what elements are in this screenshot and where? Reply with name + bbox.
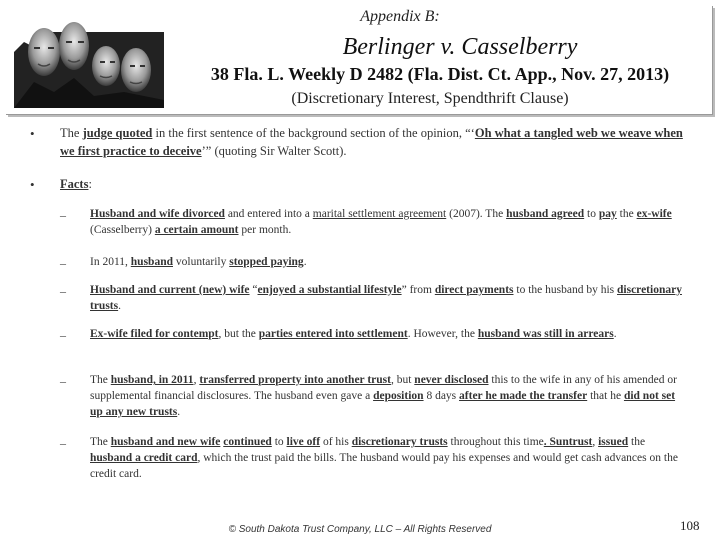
text-run: Oh what a tangled web we weave when we first practice to deceive <box>60 126 683 158</box>
text-run: : <box>88 177 92 191</box>
mount-rushmore-icon <box>14 12 164 108</box>
text-run: , which the trust paid the bills. The husband would pay his expenses and would get cash advances on the credit card. <box>90 452 678 480</box>
text-run: . However, the <box>407 328 478 340</box>
text-run: (Casselberry) <box>90 224 155 236</box>
text-run: (2007). The <box>446 208 507 220</box>
text-run: discretionary trusts <box>90 284 682 312</box>
text-run: throughout this time <box>447 436 544 448</box>
case-title: Berlinger v. Casselberry <box>342 34 578 60</box>
dash-marker: – <box>60 256 66 270</box>
dash-marker: – <box>60 208 66 222</box>
text-run: ” from <box>401 284 435 296</box>
text-run: transferred property into another trust <box>199 374 391 386</box>
text-run: husband <box>130 256 173 268</box>
case-subtitle: (Discretionary Interest, Spendthrift Clause) <box>291 90 569 107</box>
text-run: ex-wife <box>636 208 672 220</box>
text-run: marital settlement agreement <box>312 208 447 220</box>
text-run: The <box>90 374 111 386</box>
text-run: after he made the transfer <box>459 390 588 402</box>
text-run: continued <box>223 436 272 448</box>
text-run: of his <box>320 436 352 448</box>
text-run: . <box>177 406 181 418</box>
text-run: judge quoted <box>82 126 153 140</box>
text-run: discretionary trusts <box>351 436 448 448</box>
text-run: In 2011, <box>90 256 131 268</box>
dash-marker: – <box>60 328 66 342</box>
text-run: 8 days <box>423 390 460 402</box>
text-run: , but the <box>218 328 259 340</box>
text-run: . <box>303 256 307 268</box>
text-run: parties entered into settlement <box>258 328 408 340</box>
dash-marker: – <box>60 374 66 388</box>
fact-stopped-paying <box>90 254 690 270</box>
text-run: deposition <box>373 390 424 402</box>
text-run: Facts <box>60 177 89 191</box>
text-run: husband and new wife <box>110 436 221 448</box>
text-run: , <box>592 436 599 448</box>
bullet-marker: • <box>30 177 35 192</box>
text-run: . <box>613 328 617 340</box>
text-run: per month. <box>238 224 292 236</box>
text-run: to the husband by his <box>513 284 617 296</box>
text-run: pay <box>598 208 617 220</box>
fact-transfer <box>90 372 690 420</box>
fact-contempt <box>90 326 690 342</box>
text-run: Ex-wife filed for contempt <box>90 328 219 340</box>
bullet-facts <box>60 175 700 193</box>
text-run: . <box>118 300 121 312</box>
fact-divorce <box>90 206 690 238</box>
text-run: Husband and wife divorced <box>90 208 225 220</box>
text-run: husband, in 2011 <box>110 374 194 386</box>
text-run: The <box>60 126 83 140</box>
appendix-label: Appendix B: <box>360 8 440 25</box>
text-run: this to the wife in any of his amended or supplemental financial disclosures. The husband even gave a <box>90 374 677 402</box>
text-run: the <box>628 436 646 448</box>
copyright-footer: © South Dakota Trust Company, LLC – All Rights Reserved <box>228 524 492 535</box>
text-run: issued <box>598 436 629 448</box>
text-run: husband was still in arrears <box>477 328 614 340</box>
text-run: and entered into a <box>224 208 313 220</box>
bullet-marker: • <box>30 126 35 141</box>
dash-marker: – <box>60 284 66 298</box>
text-run: the <box>616 208 637 220</box>
text-run: enjoyed a substantial lifestyle <box>257 284 402 296</box>
text-run: husband agreed <box>506 208 585 220</box>
dash-marker: – <box>60 436 66 450</box>
bullet-judge-quote <box>60 124 700 160</box>
text-run: direct payments <box>434 284 514 296</box>
text-run: to <box>271 436 287 448</box>
text-run: , <box>193 374 200 386</box>
fact-lifestyle <box>90 282 690 314</box>
text-run: stopped paying <box>229 256 304 268</box>
text-run: Husband and current (new) wife <box>90 284 250 296</box>
text-run: in the first sentence of the background section of the opinion, “‘ <box>152 126 475 140</box>
text-run: to <box>584 208 599 220</box>
case-citation: 38 Fla. L. Weekly D 2482 (Fla. Dist. Ct. App., Nov. 27, 2013) <box>210 64 670 84</box>
text-run: never disclosed <box>414 374 489 386</box>
text-run: did not set up any new trusts <box>90 390 676 418</box>
text-run: The <box>90 436 111 448</box>
text-run: . Suntrust <box>543 436 593 448</box>
text-run: ’” (quoting Sir Walter Scott). <box>201 144 347 158</box>
text-run: husband a credit card <box>90 452 198 464</box>
text-run: “ <box>249 284 258 296</box>
text-run: live off <box>286 436 321 448</box>
text-run: that he <box>587 390 624 402</box>
fact-credit-card <box>90 434 690 482</box>
text-run: a certain amount <box>154 224 239 236</box>
text-run: voluntarily <box>173 256 230 268</box>
text-run: , but <box>390 374 415 386</box>
page-number: 108 <box>680 518 700 533</box>
